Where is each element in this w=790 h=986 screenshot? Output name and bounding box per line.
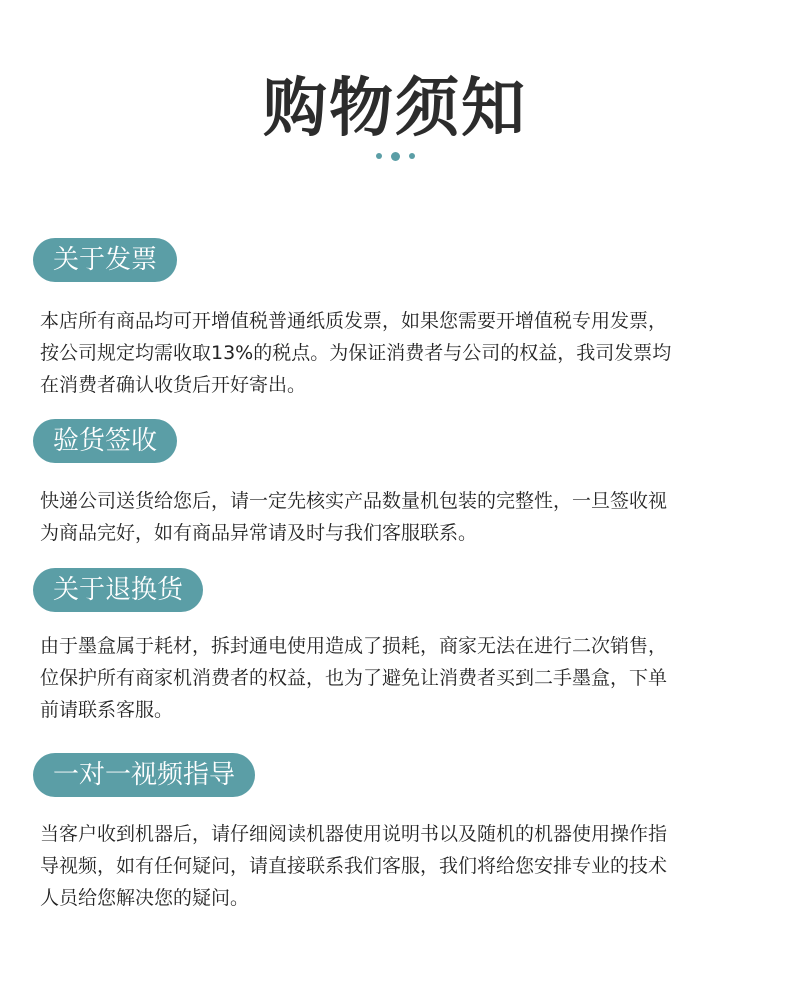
section-heading-returns: 关于退换货 [33, 568, 203, 612]
dot-icon [391, 152, 400, 161]
section-body-invoice: 本店所有商品均可开增值税普通纸质发票，如果您需要开增值税专用发票， 按公司规定均需收取13%的税点。为保证消费者与公司的权益，我司发票均 在消费者确认收货后开好寄出。 [40, 310, 672, 396]
section-heading-invoice: 关于发票 [33, 238, 177, 282]
page-title: 购物须知 [263, 72, 527, 146]
dot-icon [376, 153, 382, 159]
dot-icon [409, 153, 415, 159]
title-decoration [0, 150, 790, 162]
section-body-inspection: 快递公司送货给您后，请一定先核实产品数量机包装的完整性，一旦签收视 为商品完好，如有商品异常请及时与我们客服联系。 [40, 490, 668, 544]
section-heading-inspection: 验货签收 [33, 419, 177, 463]
section-body-video-guidance: 当客户收到机器后，请仔细阅读机器使用说明书以及随机的机器使用操作指 导视频，如有任何疑问，请直接联系我们客服，我们将给您安排专业的技术 人员给您解决您的疑问。 [40, 823, 668, 909]
section-body-returns: 由于墨盒属于耗材，拆封通电使用造成了损耗，商家无法在进行二次销售， 位保护所有商家机消费者的权益，也为了避免让消费者买到二手墨盒，下单 前请联系客服。 [40, 635, 668, 721]
section-heading-video-guidance: 一对一视频指导 [33, 753, 255, 797]
